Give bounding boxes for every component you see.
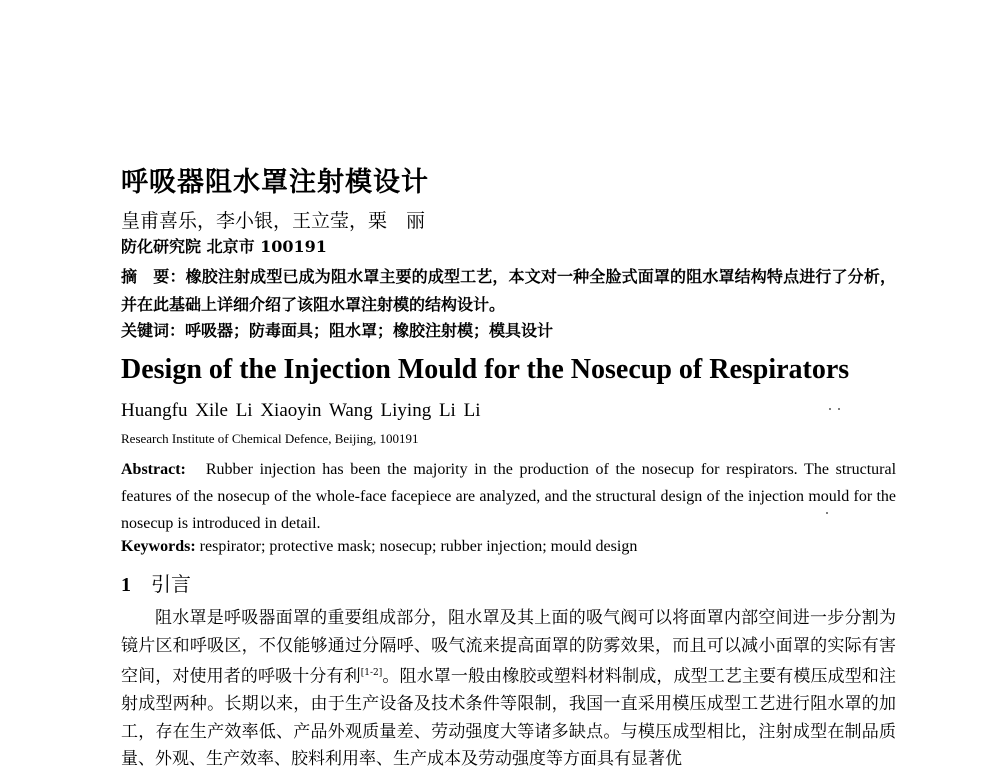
authors-chinese: 皇甫喜乐，李小银，王立莹，栗 丽 [121, 210, 426, 232]
keywords-english-label: Keywords: [121, 538, 196, 555]
keywords-chinese-label: 关键词： [121, 321, 186, 340]
section-title: 引言 [151, 572, 191, 596]
scan-speck [838, 408, 840, 410]
keywords-english [121, 538, 637, 556]
abstract-english-label: Abstract: [121, 461, 186, 478]
citation: [1-2] [360, 668, 383, 678]
title-english: Design of the Injection Mould for the Nosecup of Respirators [121, 354, 850, 385]
keywords-chinese [121, 318, 553, 341]
affiliation-english: Research Institute of Chemical Defence, Beijing, 100191 [121, 431, 419, 446]
section-heading [121, 568, 191, 597]
title-chinese: 呼吸器阻水罩注射模设计 [121, 167, 429, 198]
abstract-chinese-label: 摘 要： [121, 267, 186, 286]
scan-speck [829, 408, 831, 410]
section-number: 1 [121, 574, 131, 596]
abstract-chinese [121, 263, 896, 319]
affiliation-chinese: 防化研究院 北京市 100191 [121, 237, 327, 256]
abstract-english-text: Rubber injection has been the majority in the production of the nosecup for respirators. The structural features of the nosecup of the whole-face facepiece are analyzed, and the structural design of the injection mould for the nosecup is introduced in detail. [121, 461, 897, 532]
scan-speck [826, 512, 828, 514]
body-text-part1: 阻水罩是呼吸器面罩的重要组成部分，阻水罩及其上面的吸气阀可以将面罩内部空间进一步分割为镜片区和呼吸区，不仅能够通过分隔呼、吸气流来提高面罩的防雾效果，而且可以减小面罩的实际有害空间，对使用者的呼吸十分有利 [121, 608, 896, 687]
body-paragraph [121, 605, 896, 774]
authors-english: Huangfu Xile Li Xiaoyin Wang Liying Li Li [121, 400, 481, 421]
keywords-english-text: respirator; protective mask; nosecup; rubber injection; mould design [199, 538, 638, 555]
abstract-chinese-text: 橡胶注射成型已成为阻水罩主要的成型工艺，本文对一种全脸式面罩的阻水罩结构特点进行了分析，并在此基础上详细介绍了该阻水罩注射模的结构设计。 [121, 267, 896, 314]
abstract-english [121, 456, 896, 537]
keywords-chinese-text: 呼吸器；防毒面具；阻水罩；橡胶注射模；模具设计 [185, 321, 554, 340]
body-text-part2: 。阻水罩一般由橡胶或塑料材料制成，成型工艺主要有模压成型和注射成型两种。长期以来，由于生产设备及技术条件等限制，我国一直采用模压成型工艺进行阻水罩的加工，存在生产效率低、产品外观质量差、劳动强度大等诸多缺点。与模压成型相比，注射成型在制品质量、外观、生产效率、胶料利用率、生产成本及劳动强度等方面具有显著优 [121, 666, 897, 770]
